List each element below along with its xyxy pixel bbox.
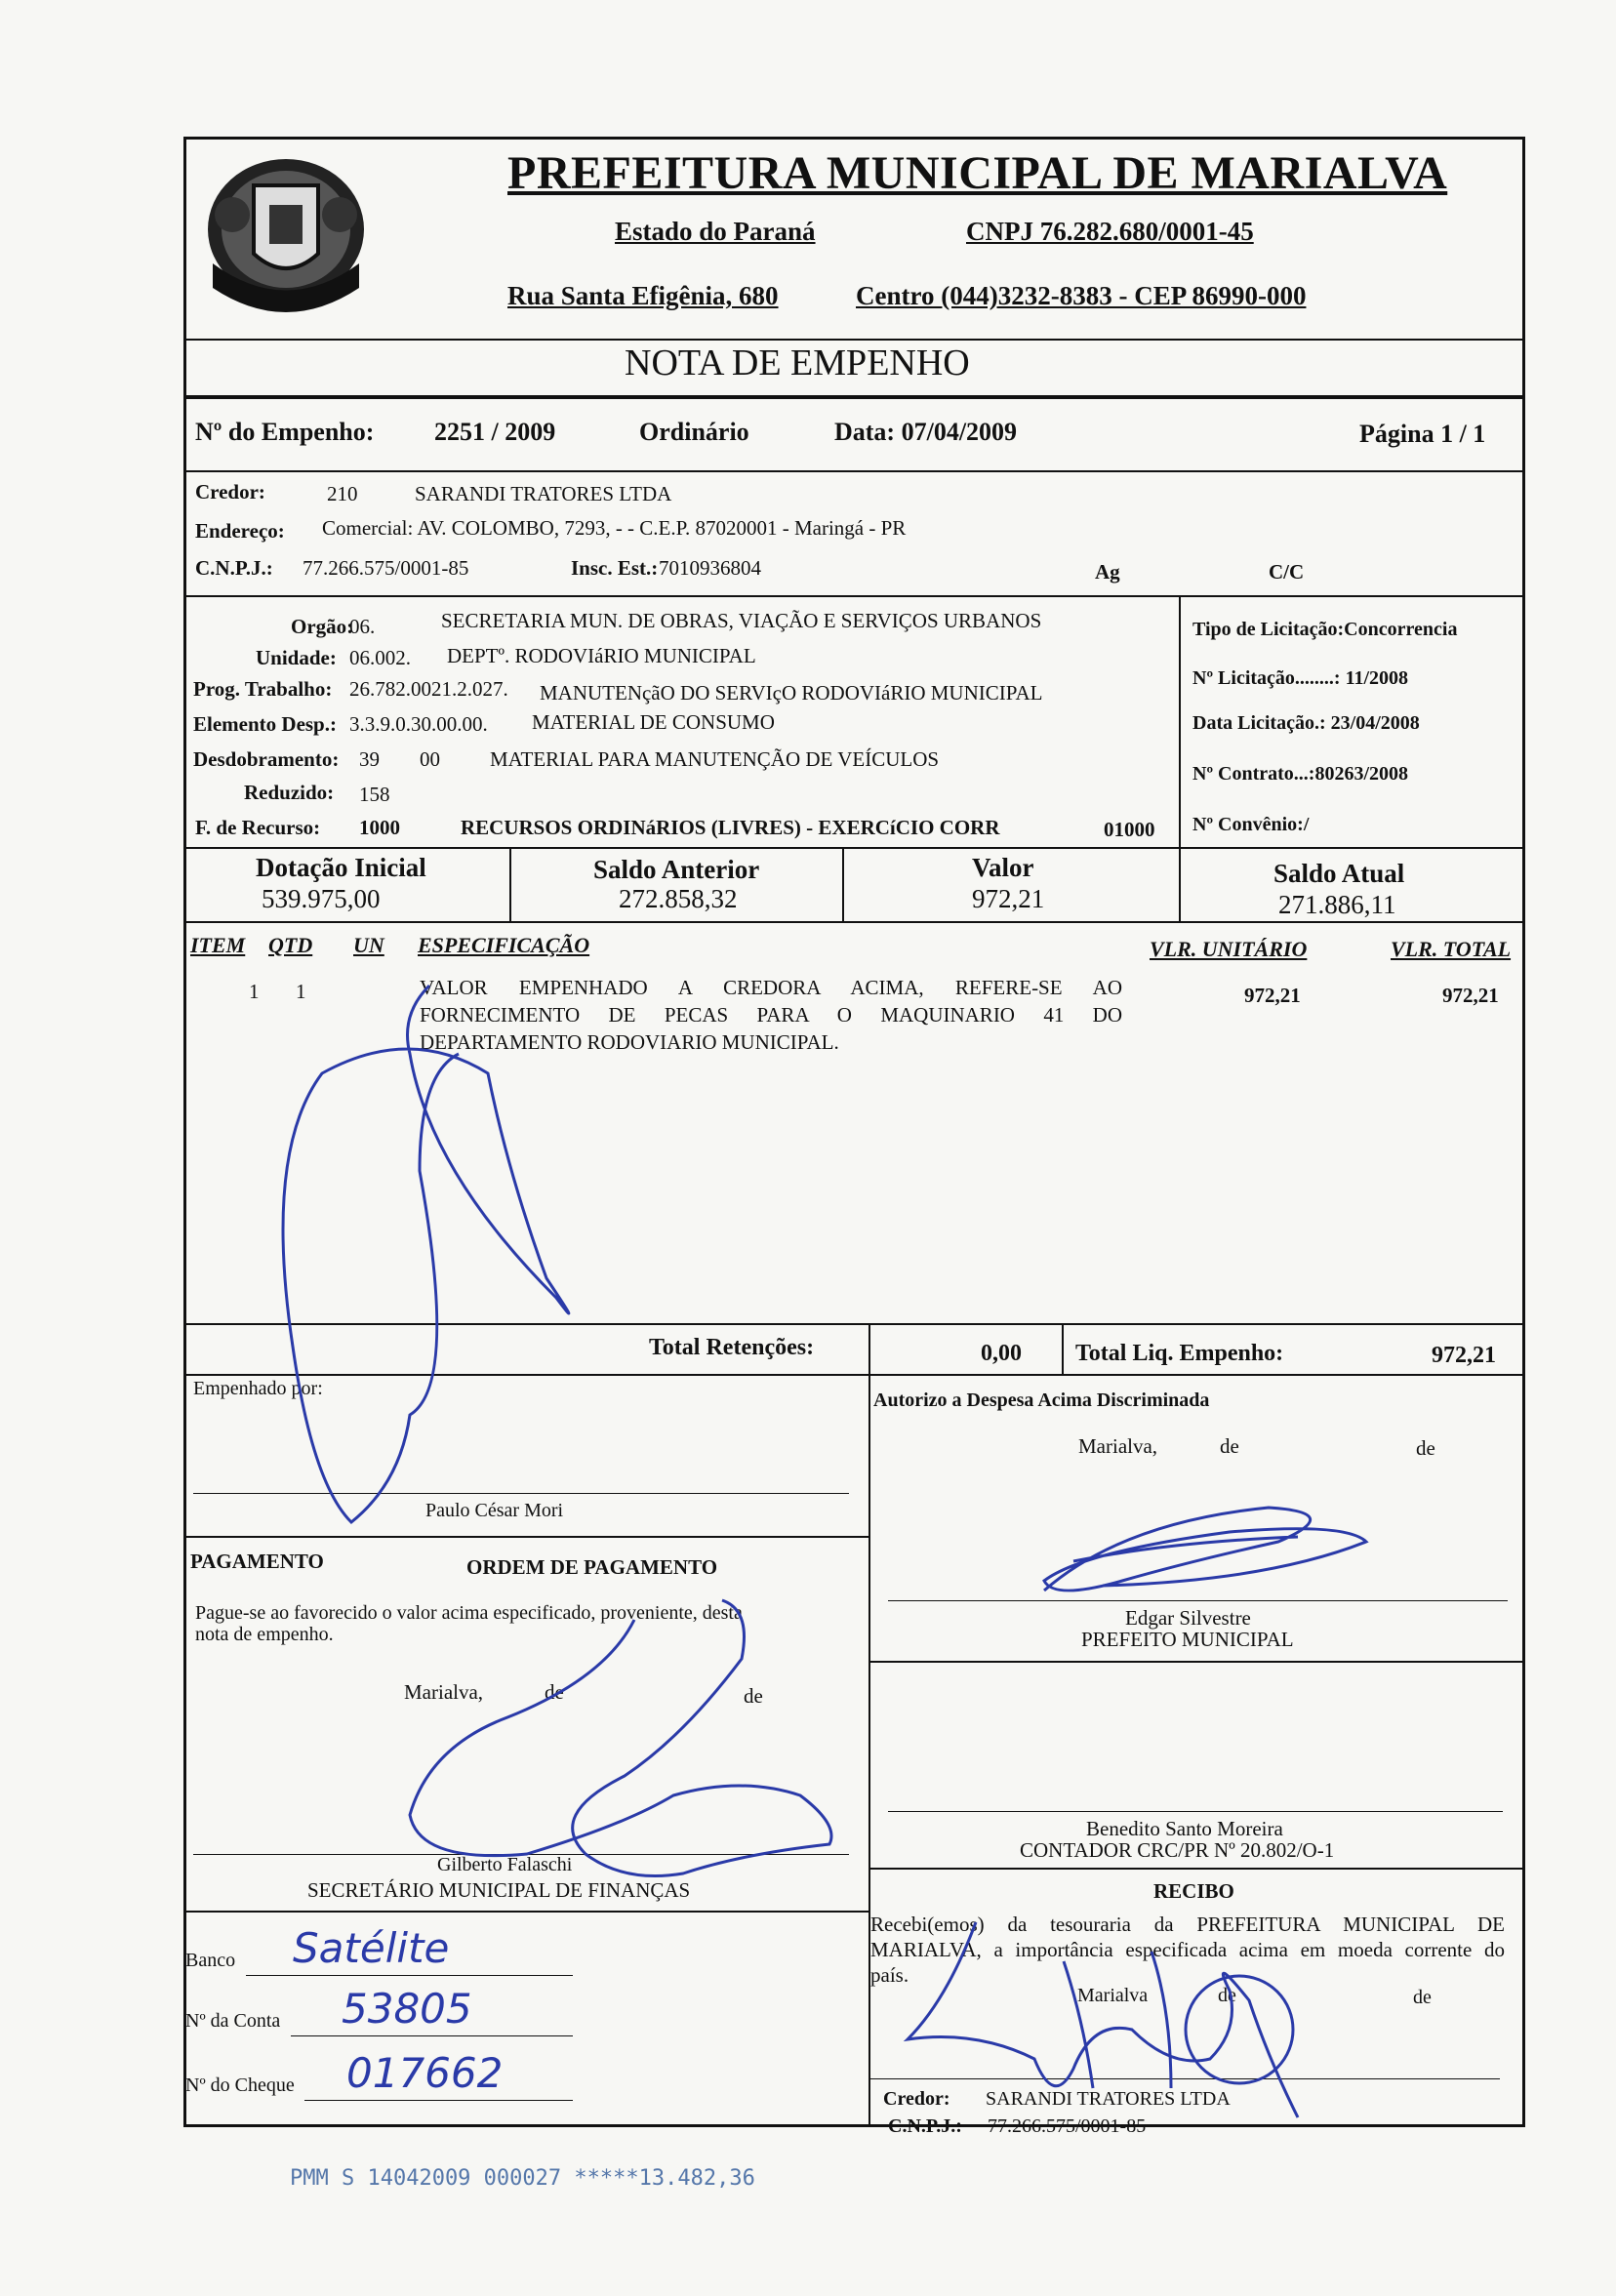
desdobramento-code: 39 [359, 747, 380, 771]
retencoes-value: 0,00 [981, 1341, 1022, 1366]
unidade-name: DEPTº. RODOVIáRIO MUNICIPAL [447, 644, 756, 667]
state-name: Estado do Paraná [615, 217, 816, 246]
col-vlr-total: VLR. TOTAL [1391, 937, 1512, 961]
reduzido-value: 158 [359, 783, 390, 806]
dotacao-value: 539.975,00 [262, 884, 381, 913]
orgao-name: SECRETARIA MUN. DE OBRAS, VIAÇÃO E SERVIÇOS URBANOS [441, 609, 1042, 632]
elemento-label: Elemento Desp.: [193, 712, 337, 736]
unidade-label: Unidade: [256, 646, 337, 669]
divider [509, 847, 511, 921]
document-title: NOTA DE EMPENHO [625, 342, 970, 383]
divider [183, 847, 1525, 849]
divider [183, 395, 1525, 399]
autorizo-de-2: de [1416, 1436, 1435, 1460]
saldo-anterior-value: 272.858,32 [619, 884, 738, 913]
prefeito-nome: Edgar Silvestre [1125, 1606, 1251, 1630]
credor-label: Credor: [195, 480, 265, 504]
empenho-number: 2251 / 2009 [434, 418, 556, 446]
contact-info: Centro (044)3232-8383 - CEP 86990-000 [856, 281, 1307, 310]
divider [869, 1661, 1525, 1663]
page-number: Página 1 / 1 [1359, 420, 1486, 448]
divider [869, 1323, 870, 1374]
autorizo-label: Autorizo a Despesa Acima Discriminada [873, 1390, 1210, 1411]
saldo-atual-label: Saldo Atual [1273, 859, 1405, 888]
recibo-credor-label: Credor: [883, 2088, 950, 2110]
elemento-name: MATERIAL DE CONSUMO [532, 710, 775, 734]
insc-label: Insc. Est.: [571, 556, 659, 580]
contador-nome: Benedito Santo Moreira [1086, 1817, 1283, 1840]
liquido-value: 972,21 [1432, 1343, 1496, 1368]
autorizo-marialva: Marialva, [1078, 1434, 1158, 1458]
fonte-number: 01000 [1104, 818, 1155, 841]
cnpj-header: CNPJ 76.282.680/0001-45 [966, 217, 1254, 246]
divider [183, 921, 1525, 923]
divider [183, 1374, 1525, 1376]
recibo-de-1: de [1218, 1985, 1236, 2006]
divider [1062, 1323, 1064, 1374]
unidade-code: 06.002. [349, 646, 411, 669]
contador-cargo: CONTADOR CRC/PR Nº 20.802/O-1 [1020, 1838, 1335, 1862]
prog-name: MANUTENçãO DO SERVIçO RODOVIáRIO MUNICIPAL [540, 681, 1043, 705]
pagamento-label: PAGAMENTO [190, 1550, 324, 1573]
divider [183, 339, 1525, 341]
conta-label: Nº da Conta [185, 2010, 281, 2032]
credor-code: 210 [327, 482, 358, 505]
signature-line [888, 1600, 1508, 1601]
prog-code: 26.782.0021.2.027. [349, 677, 508, 701]
pagamento-de-1: de [545, 1680, 564, 1704]
col-item: ITEM [190, 933, 246, 957]
retencoes-label: Total Retenções: [649, 1335, 815, 1360]
fonte-name: RECURSOS ORDINáRIOS (LIVRES) - EXERCíCIO CORR [461, 816, 1000, 839]
coat-of-arms-logo [193, 146, 379, 332]
divider [183, 1536, 869, 1538]
item-spec-line2: FORNECIMENTO DE PECAS PARA O MAQUINARIO 41 DO [420, 1003, 1122, 1027]
address-label: Endereço: [195, 519, 285, 543]
licitacao-tipo: Tipo de Licitação:Concorrencia [1192, 619, 1458, 640]
item-qtd: 1 [296, 980, 306, 1003]
divider [183, 1323, 1525, 1325]
recibo-title: RECIBO [1153, 1879, 1234, 1903]
divider [183, 1911, 869, 1913]
signature-line [888, 1811, 1503, 1812]
orgao-code: 06. [349, 615, 376, 638]
prog-label: Prog. Trabalho: [193, 677, 333, 701]
divider [869, 1374, 870, 2127]
empenhado-por-label: Empenhado por: [193, 1378, 323, 1399]
pagamento-marialva: Marialva, [404, 1680, 484, 1704]
orgao-label: Orgão: [291, 615, 354, 638]
recibo-text-1: Recebi(emos) da tesouraria da PREFEITURA MUNICIPAL DE [870, 1913, 1505, 1936]
secretario-nome: Gilberto Falaschi [437, 1854, 573, 1875]
divider [869, 1868, 1525, 1870]
recibo-credor-name: SARANDI TRATORES LTDA [986, 2088, 1231, 2110]
item-unit-value: 972,21 [1244, 984, 1301, 1007]
saldo-atual-value: 271.886,11 [1278, 890, 1396, 919]
divider [183, 595, 1525, 597]
signature-line [870, 2078, 1500, 2079]
pagamento-text-1: Pague-se ao favorecido o valor acima especificado, proveniente, desta [195, 1602, 743, 1624]
item-number: 1 [249, 980, 260, 1003]
recibo-cnpj-label: C.N.P.J.: [888, 2115, 962, 2137]
divider [1179, 847, 1181, 921]
credor-insc: 7010936804 [659, 556, 761, 580]
fonte-code: 1000 [359, 816, 400, 839]
cnpj-label: C.N.P.J.: [195, 556, 273, 580]
item-total-value: 972,21 [1442, 984, 1499, 1007]
empenho-number-label: Nº do Empenho: [195, 418, 375, 446]
fonte-label: F. de Recurso: [195, 816, 321, 839]
saldo-anterior-label: Saldo Anterior [593, 855, 760, 884]
desdobramento-name: MATERIAL PARA MANUTENÇÃO DE VEÍCULOS [490, 747, 940, 771]
reduzido-label: Reduzido: [244, 781, 335, 804]
item-spec-line1: VALOR EMPENHADO A CREDORA ACIMA, REFERE-SE AO [420, 976, 1122, 999]
pagamento-text-2: nota de empenho. [195, 1624, 334, 1645]
secretario-cargo: SECRETÁRIO MUNICIPAL DE FINANÇAS [307, 1878, 691, 1902]
banco-line [246, 1975, 573, 1976]
footer-auth-code: PMM S 14042009 000027 *****13.482,36 [290, 2166, 755, 2191]
autorizo-de-1: de [1220, 1434, 1239, 1458]
recibo-marialva: Marialva [1077, 1985, 1149, 2006]
conta-line [291, 2035, 573, 2036]
credor-name: SARANDI TRATORES LTDA [415, 482, 672, 505]
banco-label: Banco [185, 1950, 236, 1971]
col-vlr-unitario: VLR. UNITÁRIO [1150, 937, 1308, 961]
prefeitura-title: PREFEITURA MUNICIPAL DE MARIALVA [507, 147, 1448, 199]
empenho-type: Ordinário [639, 418, 749, 446]
banco-value: Satélite [293, 1924, 450, 1972]
cheque-line [304, 2100, 573, 2101]
signature-line [193, 1493, 849, 1494]
cheque-label: Nº do Cheque [185, 2074, 295, 2096]
credor-cnpj: 77.266.575/0001-85 [303, 556, 469, 580]
credor-address: Comercial: AV. COLOMBO, 7293, - - C.E.P. 87020001 - Maringá - PR [322, 516, 907, 540]
recibo-cnpj: 77.266.575/0001-85 [988, 2115, 1147, 2137]
cheque-value: 017662 [346, 2049, 504, 2097]
recibo-text-2: MARIALVA, a importância especificada acima em moeda corrente do [870, 1938, 1505, 1961]
street-address: Rua Santa Efigênia, 680 [507, 281, 779, 310]
pagamento-de-2: de [744, 1684, 763, 1708]
dotacao-label: Dotação Inicial [256, 853, 426, 882]
col-qtd: QTD [268, 933, 313, 957]
prefeito-cargo: PREFEITO MUNICIPAL [1081, 1628, 1294, 1651]
recibo-text-3: país. [870, 1963, 909, 1987]
licitacao-data: Data Licitação.: 23/04/2008 [1192, 712, 1420, 734]
col-un: UN [353, 933, 384, 957]
liquido-label: Total Liq. Empenho: [1075, 1341, 1284, 1366]
licitacao-contrato: Nº Contrato...:80263/2008 [1192, 763, 1409, 785]
empenho-date: Data: 07/04/2009 [834, 418, 1018, 446]
divider [183, 470, 1525, 472]
valor-value: 972,21 [972, 884, 1045, 913]
ag-label: Ag [1095, 560, 1120, 584]
recibo-de-2: de [1413, 1987, 1432, 2008]
conta-value: 53805 [342, 1985, 472, 2033]
licitacao-numero: Nº Licitação........: 11/2008 [1192, 667, 1409, 689]
divider [1179, 595, 1181, 847]
desdobramento-label: Desdobramento: [193, 747, 340, 771]
divider [842, 847, 844, 921]
empenhado-nome: Paulo César Mori [425, 1500, 564, 1521]
ordem-pagamento-label: ORDEM DE PAGAMENTO [466, 1555, 718, 1579]
cc-label: C/C [1269, 560, 1305, 584]
licitacao-convenio: Nº Convênio:/ [1192, 814, 1310, 835]
elemento-code: 3.3.9.0.30.00.00. [349, 712, 488, 736]
item-spec-line3: DEPARTAMENTO RODOVIARIO MUNICIPAL. [420, 1030, 839, 1054]
desdobramento-sub: 00 [420, 747, 440, 771]
valor-label: Valor [972, 853, 1034, 882]
col-especificacao: ESPECIFICAÇÃO [418, 933, 590, 957]
